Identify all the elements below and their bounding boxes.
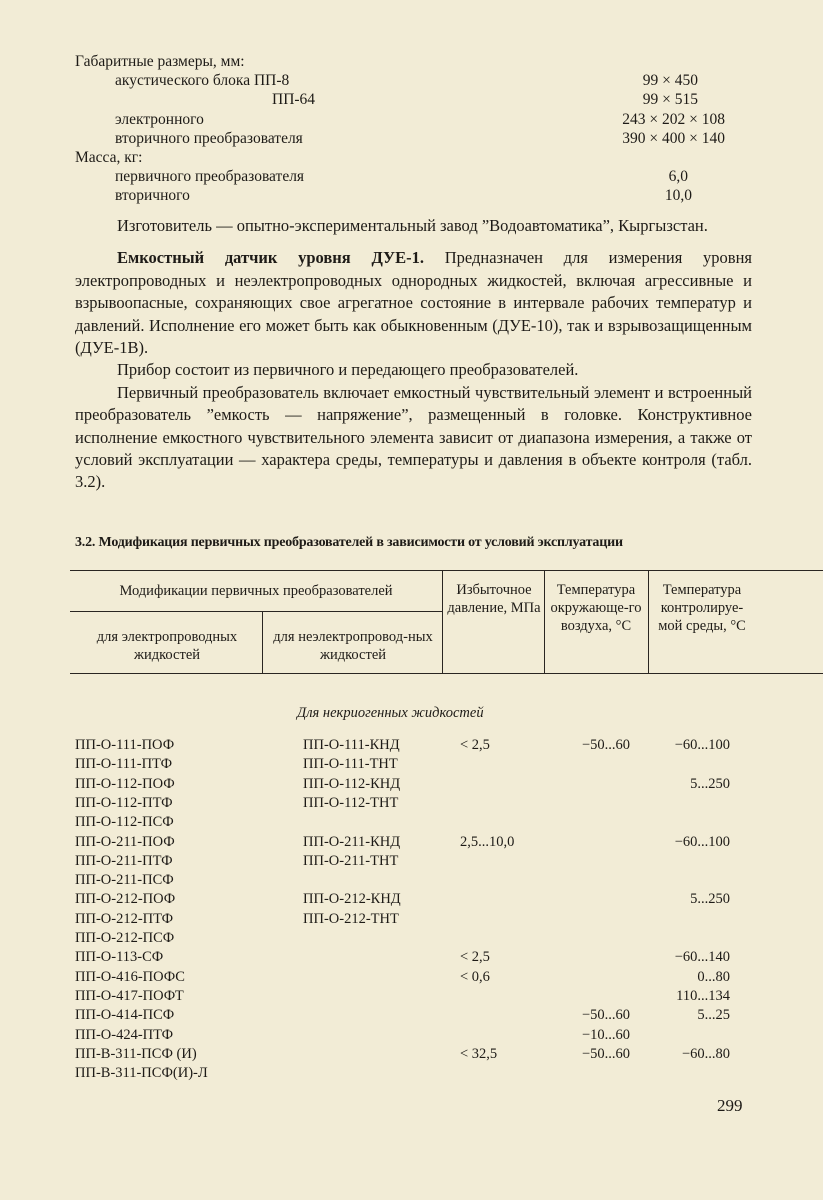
cell-medium-temp: 110...134 xyxy=(676,987,730,1004)
table-col-divider xyxy=(262,611,263,673)
cell-nonconductive: ПП-О-212-ТНТ xyxy=(303,910,399,927)
cell-conductive: ПП-О-111-ПТФ xyxy=(75,756,173,773)
cell-conductive: ПП-О-112-ПТФ xyxy=(75,794,173,811)
cell-medium-temp: 0...80 xyxy=(697,968,730,985)
spec-value: 6,0 xyxy=(668,168,688,185)
cell-air-temp: −50...60 xyxy=(581,737,630,753)
cell-conductive: ПП-В-311-ПСФ(И)-Л xyxy=(75,1065,208,1082)
table-row xyxy=(0,969,823,988)
page-number: 299 xyxy=(717,1096,743,1115)
table-row xyxy=(0,1027,823,1046)
spec-label: электронного xyxy=(115,111,204,128)
cell-conductive: ПП-О-424-ПТФ xyxy=(75,1026,174,1043)
table-row xyxy=(0,756,823,775)
table-top-rule xyxy=(70,570,823,571)
cell-pressure: < 2,5 xyxy=(460,949,490,966)
cell-conductive: ПП-О-211-ПСФ xyxy=(75,872,174,889)
cell-medium-temp: −60...100 xyxy=(674,833,730,850)
spec-label: вторичного xyxy=(115,187,190,204)
spec-value: 10,0 xyxy=(664,187,692,204)
cell-conductive: ПП-О-211-ПОФ xyxy=(75,833,175,850)
table-col-divider xyxy=(442,570,443,673)
cell-conductive: ПП-О-212-ПОФ xyxy=(75,891,176,908)
cell-medium-temp: 5...250 xyxy=(690,775,730,792)
table-row xyxy=(0,988,823,1007)
cell-medium-temp: 5...250 xyxy=(690,891,730,908)
table-col-divider xyxy=(544,570,545,673)
cell-conductive: ПП-О-416-ПОФС xyxy=(75,968,185,985)
cell-medium-temp: −60...80 xyxy=(681,1045,730,1062)
table-row xyxy=(0,814,823,833)
cell-nonconductive: ПП-О-212-КНД xyxy=(303,891,401,908)
table-col-divider xyxy=(648,570,649,673)
table-header-bottom-rule xyxy=(70,673,823,674)
spec-value: 99 × 450 xyxy=(642,72,698,89)
device-title: Емкостный датчик уровня ДУЕ-1. xyxy=(117,248,424,268)
table-row xyxy=(0,776,823,795)
header-nonconductive: для неэлектропровод-ных жидкостей xyxy=(273,629,433,663)
table-row xyxy=(0,949,823,968)
header-air-temp: Температура окружающе-го воздуха, °С xyxy=(550,582,642,634)
cell-pressure: < 0,6 xyxy=(460,968,490,985)
table-row xyxy=(0,853,823,872)
table-row xyxy=(0,930,823,949)
cell-nonconductive: ПП-О-111-ТНТ xyxy=(303,756,398,773)
cell-nonconductive: ПП-О-211-КНД xyxy=(303,833,401,850)
header-modifications: Модификации первичных преобразователей xyxy=(119,583,393,599)
cell-conductive: ПП-О-212-ПСФ xyxy=(75,930,175,946)
cell-conductive: ПП-О-112-ПОФ xyxy=(75,775,175,792)
table-section-title: Для некриогенных жидкостей xyxy=(297,705,484,721)
table-row xyxy=(0,795,823,814)
primary-converter-paragraph: Первичный преобразователь включает емкостный чувствительный элемент и встроенный преобразователь ”емкость — напряжение”, размещенный в головке. Конструктивное исполнение емкостного чувствительного элемента зависит от диапазона измерения, а также от условий эксплуатации — характера среды, температуры и давления в объекте контроля (табл. 3.2). xyxy=(75,382,752,492)
cell-nonconductive: ПП-О-211-ТНТ xyxy=(303,852,399,869)
cell-pressure: < 2,5 xyxy=(460,737,490,753)
spec-label: акустического блока ПП-8 xyxy=(115,72,290,89)
cell-medium-temp: 5...25 xyxy=(697,1007,730,1024)
cell-nonconductive: ПП-О-112-КНД xyxy=(303,775,401,792)
device-description: Предназначен для измерения уровня электропроводных и неэлектропроводных однородных жидкостей, включая агрессивные и взрывоопасные, сохраняющих свое агрегатное состояние в интервале рабочих температур и давлений. Исполнение его может быть как обыкновенным (ДУЕ-10), так и взрывозащищенным (ДУЕ-1В). xyxy=(75,248,752,358)
spec-label: ПП-64 xyxy=(272,91,316,108)
device-paragraph xyxy=(75,247,752,359)
header-pressure: Избыточное давление, МПа xyxy=(447,582,541,616)
cell-conductive: ПП-О-212-ПТФ xyxy=(75,910,174,927)
spec-value: 243 × 202 × 108 xyxy=(622,111,725,128)
cell-nonconductive: ПП-О-112-ТНТ xyxy=(303,794,399,811)
cell-conductive: ПП-О-111-ПОФ xyxy=(75,737,175,753)
cell-medium-temp: −60...100 xyxy=(674,737,730,753)
table-row xyxy=(0,891,823,910)
cell-conductive: ПП-О-417-ПОФТ xyxy=(75,987,184,1004)
cell-air-temp: −10...60 xyxy=(581,1026,630,1043)
cell-conductive: ПП-В-311-ПСФ (И) xyxy=(75,1045,197,1062)
table-row xyxy=(0,1007,823,1026)
dims-header: Габаритные размеры, мм: xyxy=(75,53,245,70)
cell-conductive: ПП-О-211-ПТФ xyxy=(75,852,173,869)
table-header-divider xyxy=(70,611,442,612)
spec-label: первичного преобразователя xyxy=(115,168,305,185)
table-row xyxy=(0,872,823,891)
cell-conductive: ПП-О-113-СФ xyxy=(75,949,164,966)
table-caption: 3.2. Модификация первичных преобразователей в зависимости от условий эксплуатации xyxy=(75,535,623,550)
table-row xyxy=(0,911,823,930)
cell-air-temp: −50...60 xyxy=(581,1045,630,1062)
spec-value: 390 × 400 × 140 xyxy=(622,130,725,147)
mass-header: Масса, кг: xyxy=(75,149,143,166)
composition-paragraph: Прибор состоит из первичного и передающего преобразователей. xyxy=(117,360,579,380)
header-medium-temp: Температура контролируе-мой среды, °С xyxy=(658,582,746,634)
cell-pressure: < 32,5 xyxy=(460,1045,498,1062)
cell-medium-temp: −60...140 xyxy=(674,949,730,966)
body-text xyxy=(75,215,752,494)
table-row xyxy=(0,1046,823,1065)
table-row xyxy=(0,1065,823,1084)
table-row xyxy=(0,834,823,853)
cell-nonconductive: ПП-О-111-КНД xyxy=(303,737,400,753)
cell-pressure: 2,5...10,0 xyxy=(460,833,515,850)
manufacturer-paragraph: Изготовитель — опытно-экспериментальный завод ”Водоавтоматика”, Кыргызстан. xyxy=(117,216,708,235)
cell-air-temp: −50...60 xyxy=(581,1007,630,1024)
spec-label: вторичного преобразователя xyxy=(115,130,303,147)
header-conductive: для электропроводных жидкостей xyxy=(96,629,238,663)
cell-conductive: ПП-О-414-ПСФ xyxy=(75,1007,175,1024)
cell-conductive: ПП-О-112-ПСФ xyxy=(75,814,174,831)
table-row xyxy=(0,737,823,756)
spec-value: 99 × 515 xyxy=(642,91,698,108)
